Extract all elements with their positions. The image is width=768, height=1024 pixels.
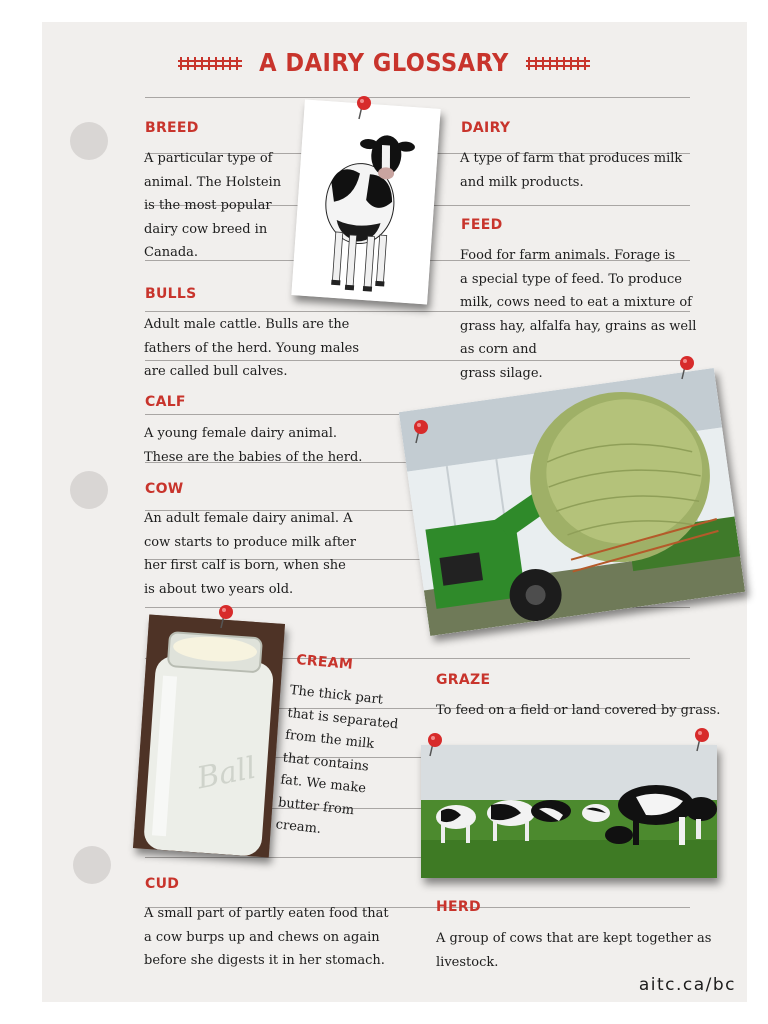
definition-cow: An adult female dairy animal. A cow starts to produce milk after her first calf is born, when she is about two years old.: [144, 511, 356, 597]
term-cow: COW: [145, 481, 184, 497]
definition-herd: A group of cows that are kept together as livestock.: [436, 931, 712, 970]
term-breed: BREED: [145, 120, 199, 136]
definition-graze: To feed on a field or land covered by grass.: [436, 703, 721, 718]
holstein-cow-icon: [291, 99, 440, 304]
term-graze: GRAZE: [436, 672, 491, 688]
pushpin-icon: [409, 418, 431, 444]
grazing-herd-photo: [421, 745, 717, 878]
cream-jar-photo: [133, 615, 285, 858]
binder-hole-bottom: [73, 846, 111, 884]
definition-bulls: Adult male cattle. Bulls are the fathers of the herd. Young males are called bull calves.: [144, 317, 360, 379]
pushpin-icon: [214, 603, 236, 629]
definition-cream: The thick part that is separated from the milk that contains fat. We make butter from cream.: [275, 682, 400, 837]
fence-right-icon: [526, 56, 590, 70]
hay-bale-tractor-photo: [399, 368, 745, 636]
title-text: A DAIRY GLOSSARY: [259, 48, 509, 77]
fence-left-icon: [178, 56, 242, 70]
definition-cud: A small part of partly eaten food that a cow burps up and chews on again before she digests it in her stomach.: [144, 906, 389, 968]
pushpin-icon: [423, 731, 445, 757]
term-cream: CREAM: [295, 652, 354, 673]
term-dairy: DAIRY: [461, 120, 511, 136]
term-cud: CUD: [145, 876, 180, 892]
definition-breed: A particular type of animal. The Holstein is the most popular dairy cow breed in Canada.: [144, 151, 282, 260]
term-bulls: BULLS: [145, 286, 197, 302]
binder-hole-top: [70, 122, 108, 160]
definition-calf: A young female dairy animal. These are the babies of the herd.: [144, 426, 363, 465]
pushpin-icon: [675, 354, 697, 380]
pushpin-icon: [690, 726, 712, 752]
hay-bale-icon: [399, 368, 745, 636]
holstein-cow-photo: [291, 99, 440, 304]
term-calf: CALF: [145, 394, 186, 410]
jar-lettering: Ball: [194, 750, 259, 797]
page-title: [0, 48, 768, 77]
grazing-herd-icon: [421, 745, 717, 878]
term-herd: HERD: [436, 899, 481, 915]
definition-dairy: A type of farm that produces milk and milk products.: [460, 151, 683, 190]
binder-hole-middle: [70, 471, 108, 509]
term-feed: FEED: [461, 217, 503, 233]
footer-url[interactable]: aitc.ca/bc: [638, 975, 736, 995]
definition-feed: Food for farm animals. Forage is a special type of feed. To produce milk, cows need to eat a mixture of grass hay, alfalfa hay, grains as well as corn and grass silage.: [460, 248, 697, 381]
cream-jar-icon: [133, 615, 285, 858]
pushpin-icon: [352, 94, 374, 120]
